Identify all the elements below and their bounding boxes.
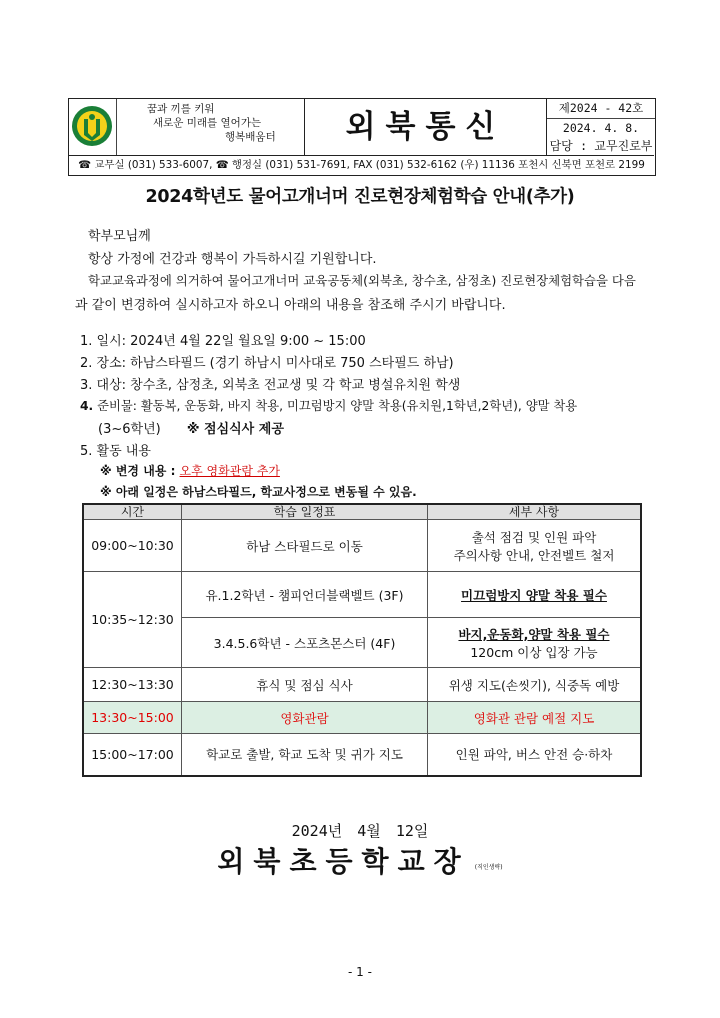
- slogan-line: 새로운 미래를 열어가는: [153, 117, 262, 129]
- school-logo: [69, 99, 117, 155]
- issue-owner: 담당 : 교무진로부: [549, 139, 653, 153]
- schedule-note: ※ 아래 일정은 하남스타필드, 학교사정으로 변동될 수 있음.: [100, 485, 417, 499]
- newsletter-header: [68, 98, 656, 176]
- issue-info: [547, 99, 655, 155]
- change-note: [100, 462, 280, 479]
- slogan-line: 꿈과 끼를 키워: [147, 103, 215, 115]
- school-emblem-icon: [69, 99, 115, 153]
- item-activity: 5. 활동 내용: [80, 444, 151, 459]
- header-plan: 학습 일정표: [182, 504, 428, 520]
- table-row: [83, 668, 641, 702]
- cell-detail: [428, 520, 642, 572]
- cell-plan: 휴식 및 점심 식사: [182, 668, 428, 702]
- cell-detail: [428, 618, 642, 668]
- table-row: [83, 734, 641, 776]
- cell-plan: 영화관람: [182, 702, 428, 734]
- slogan-line: 행복배움터: [225, 131, 276, 143]
- cell-time: 09:00~10:30: [83, 520, 182, 572]
- school-name: 외북초등학교장: [217, 845, 470, 878]
- detail-line: 출석 점검 및 인원 파악: [471, 529, 597, 545]
- page-number: - 1 -: [348, 965, 372, 979]
- header-detail: 세부 사항: [428, 504, 642, 520]
- table-row-highlight: [83, 702, 641, 734]
- cell-plan: 하남 스타필드로 이동: [182, 520, 428, 572]
- cell-plan: 유.1.2학년 - 챔피언더블랙벨트 (3F): [182, 572, 428, 618]
- supplies-text: 준비물: 활동복, 운동화, 바지 착용, 미끄럼방지 양말 착용(유치원,1학년,2학년), 양말 착용: [93, 399, 578, 413]
- cell-time: 13:30~15:00: [83, 702, 182, 734]
- item-target: 3. 대상: 창수초, 삼정초, 외북초 전교생 및 각 학교 병설유치원 학생: [80, 378, 461, 393]
- newsletter-title-box: [305, 99, 547, 155]
- detail-line: 주의사항 안내, 안전벨트 철저: [453, 547, 615, 563]
- change-value: 오후 영화관람 추가: [179, 464, 280, 478]
- cell-detail: 위생 지도(손씻기), 식중독 예방: [428, 668, 642, 702]
- issue-date-footer: 2024년 4월 12일: [291, 822, 429, 840]
- supplies-grades: (3~6학년): [98, 422, 161, 437]
- greeting: 학부모님께: [88, 229, 151, 244]
- cell-time: 15:00~17:00: [83, 734, 182, 776]
- lunch-note: ※ 점심식사 제공: [186, 422, 284, 437]
- issue-date: 2024. 4. 8.: [562, 121, 640, 135]
- intro-line: 항상 가정에 건강과 행복이 가득하시길 기원합니다.: [88, 252, 377, 267]
- cell-detail: 영화관 관람 예절 지도: [428, 702, 642, 734]
- table-header-row: [83, 504, 641, 520]
- cell-plan: 3.4.5.6학년 - 스포츠몬스터 (4F): [182, 618, 428, 668]
- newsletter-title: 외북통신: [345, 109, 506, 145]
- change-label: ※ 변경 내용 :: [100, 464, 180, 478]
- item-number: 4.: [80, 399, 94, 413]
- item-datetime: 1. 일시: 2024년 4월 22일 월요일 9:00 ~ 15:00: [80, 334, 366, 349]
- school-slogan: [117, 99, 305, 155]
- issue-number: 제2024 - 42호: [547, 99, 655, 119]
- seal-omitted-note: (직인생략): [474, 864, 503, 871]
- cell-detail: 인원 파악, 버스 안전 승·하차: [428, 734, 642, 776]
- school-signature: [0, 840, 720, 880]
- item-place: 2. 장소: 하남스타필드 (경기 하남시 미사대로 750 스타필드 하남): [80, 356, 454, 371]
- item-supplies-cont: [98, 418, 284, 437]
- detail-emphasis: 바지,운동화,양말 착용 필수: [458, 626, 610, 642]
- table-row: [83, 572, 641, 618]
- detail-emphasis: 미끄럼방지 양말 착용 필수: [461, 587, 607, 603]
- document-title: 2024학년도 물어고개너머 진로현장체험학습 안내(추가): [145, 187, 575, 207]
- schedule-table: [82, 503, 642, 777]
- intro-line: 학교교육과정에 의거하여 물어고개너머 교육공동체(외북초, 창수초, 삼정초) 진로현장체험학습을 다음: [88, 273, 636, 288]
- cell-time: 10:35~12:30: [83, 572, 182, 668]
- item-supplies: [80, 396, 577, 414]
- header-time: 시간: [83, 504, 182, 520]
- cell-time: 12:30~13:30: [83, 668, 182, 702]
- detail-line: 120cm 이상 입장 가능: [470, 644, 598, 660]
- cell-plan: 학교로 출발, 학교 도착 및 귀가 지도: [182, 734, 428, 776]
- intro-line: 과 같이 변경하여 실시하고자 하오니 아래의 내용을 참조해 주시기 바랍니다.: [75, 298, 506, 313]
- cell-detail: [428, 572, 642, 618]
- table-row: [83, 520, 641, 572]
- contact-line: ☎ 교무실 (031) 533-6007, ☎ 행정실 (031) 531-7691, FAX (031) 532-6162 (우) 11136 포천시 신북면 포천로 2199: [69, 155, 654, 175]
